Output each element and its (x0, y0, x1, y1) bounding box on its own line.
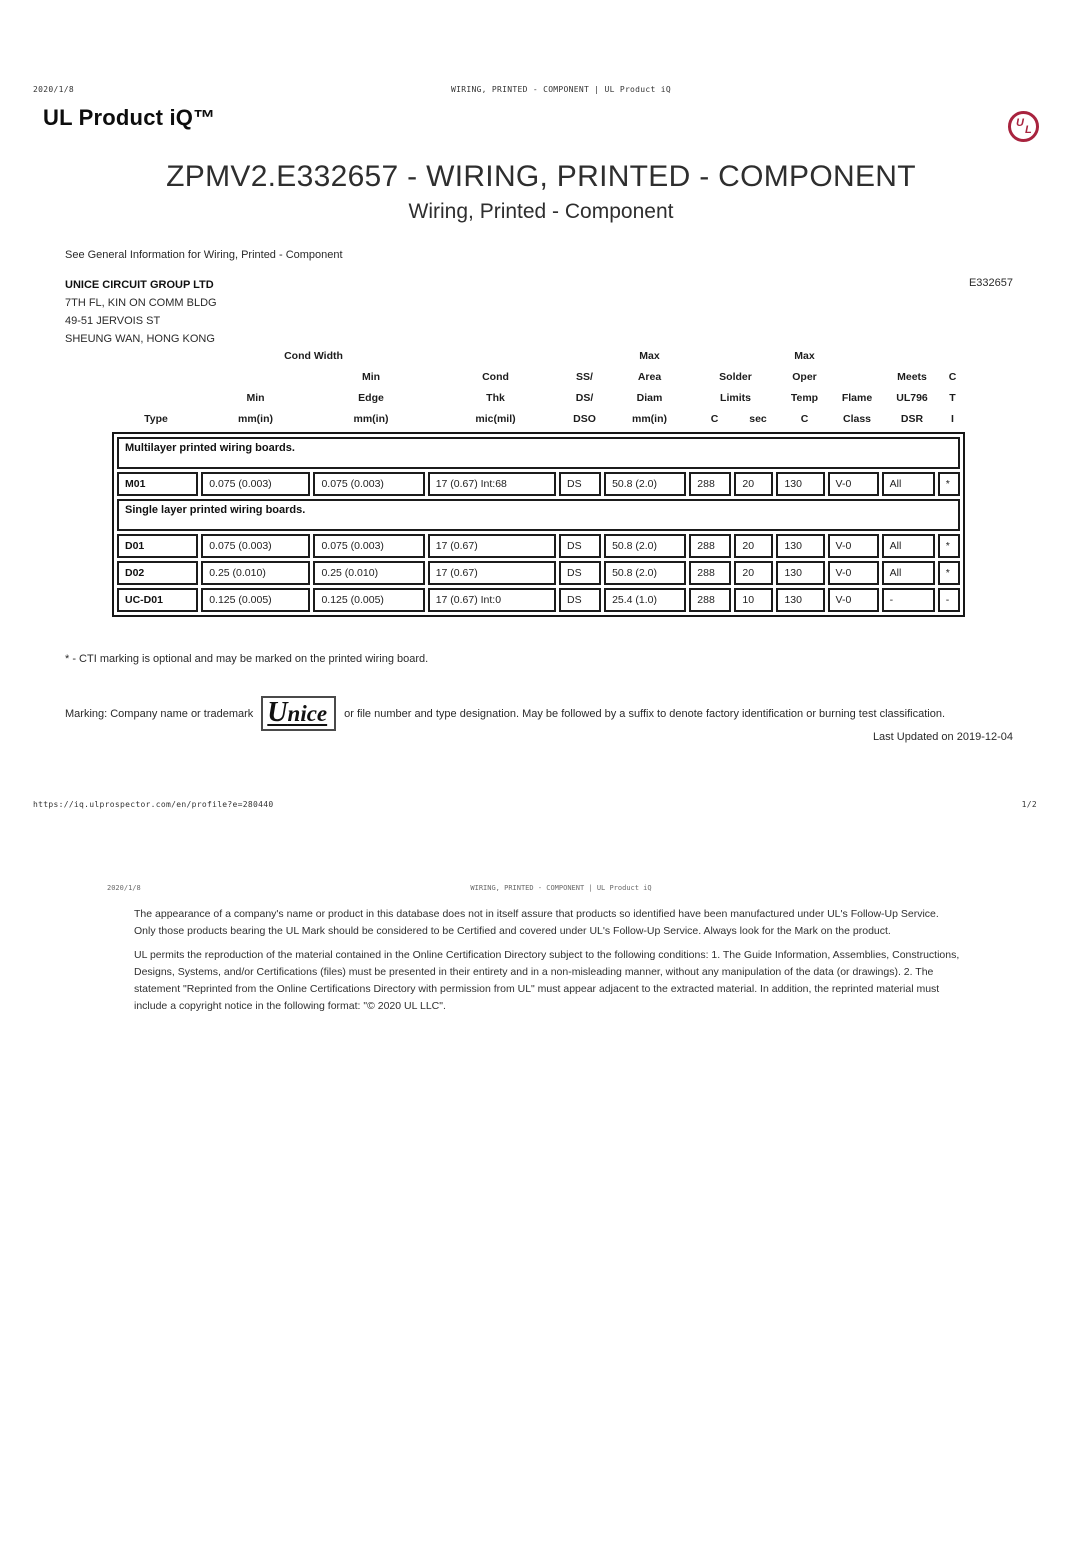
header-ds: DS/ (575, 392, 594, 404)
cell: 288 (689, 588, 731, 612)
cell: DS (559, 561, 601, 585)
page-title: ZPMV2.E332657 - WIRING, PRINTED - COMPONENT (166, 160, 916, 193)
cell: 130 (776, 588, 824, 612)
header-ul796: UL796 (896, 392, 928, 404)
cell: 50.8 (2.0) (604, 561, 686, 585)
header-c: C (710, 413, 719, 425)
header-thk: Thk (486, 392, 505, 404)
cell: All (882, 534, 935, 558)
header-mm-in: mm(in) (632, 413, 667, 425)
header-sec: sec (749, 413, 767, 425)
header-mic-mil: mic(mil) (475, 413, 516, 425)
header-min: Min (246, 392, 265, 404)
cell: 25.4 (1.0) (604, 588, 686, 612)
header-c: C (800, 413, 809, 425)
cell: All (882, 561, 935, 585)
header-max-area: Max (639, 350, 660, 362)
cell: 0.25 (0.010) (201, 561, 310, 585)
company-name: UNICE CIRCUIT GROUP LTD (65, 279, 214, 291)
last-updated: Last Updated on 2019-12-04 (872, 731, 1013, 743)
header-meets: Meets (897, 371, 927, 383)
general-information-link[interactable]: See General Information for Wiring, Printed - Component (65, 249, 343, 261)
cell: - (938, 588, 960, 612)
header-c: C (948, 371, 957, 383)
ul-mark-letter-u: U (1016, 117, 1024, 129)
header-area: Area (637, 371, 662, 383)
cell: 288 (689, 561, 731, 585)
cell-type: D01 (117, 534, 198, 558)
cell: V-0 (828, 472, 879, 496)
page2-print-header-date: 2020/1/8 (107, 884, 141, 892)
cell: V-0 (828, 561, 879, 585)
cell: * (938, 472, 960, 496)
cell: 17 (0.67) Int:0 (428, 588, 556, 612)
cell-type: D02 (117, 561, 198, 585)
spec-table (112, 432, 965, 617)
header-cond-width: Cond Width (284, 350, 343, 362)
page2-reproduction-paragraph: UL permits the reproduction of the material contained in the Online Certification Directory subject to the following conditions: 1. The Guide Information, Assemblies, Constructions, Designs, Systems, and/or Certifications (files) must be presented in their entirety and in a non-misleading manner, without any manipulation of the data (or drawings). 2. The statement "Reprinted from the Online Certifications Directory with permission from UL" must appear adjacent to the extracted material. In addition, the reprinted material must include a copyright notice in the following format: "© 2020 UL LLC". (134, 949, 960, 1012)
cell: V-0 (828, 588, 879, 612)
table-header-row (114, 388, 965, 409)
marking-prefix: Marking: Company name or trademark (65, 707, 254, 720)
cell: - (882, 588, 935, 612)
cti-footnote: * - CTI marking is optional and may be marked on the printed wiring board. (65, 653, 429, 665)
header-ss: SS/ (576, 371, 593, 383)
page-subtitle: Wiring, Printed - Component (408, 200, 674, 223)
ul-mark-letter-l: L (1025, 124, 1032, 136)
cell: 0.125 (0.005) (201, 588, 310, 612)
cell: * (938, 534, 960, 558)
table-row (117, 561, 960, 585)
page2-print-header-title: WIRING, PRINTED - COMPONENT | UL Product iQ (470, 884, 652, 892)
table-header-row (114, 346, 965, 367)
cell: 0.075 (0.003) (313, 472, 424, 496)
section-label: Multilayer printed wiring boards. (117, 437, 960, 469)
header-t: T (949, 392, 956, 404)
cell: 17 (0.67) Int:68 (428, 472, 556, 496)
marking-line (65, 696, 1025, 731)
header-oper: Oper (792, 371, 817, 383)
footer-url: https://iq.ulprospector.com/en/profile?e=280440 (33, 800, 274, 809)
cell: 0.25 (0.010) (313, 561, 424, 585)
cell: 50.8 (2.0) (604, 472, 686, 496)
cell: All (882, 472, 935, 496)
table-header-row (114, 367, 965, 388)
header-class: Class (842, 413, 872, 425)
section-label: Single layer printed wiring boards. (117, 499, 960, 531)
header-limits: Limits (720, 392, 751, 404)
cell: 130 (776, 534, 824, 558)
header-mm-in: mm(in) (238, 413, 273, 425)
header-diam: Diam (636, 392, 663, 404)
table-row (117, 472, 960, 496)
table-section-row (117, 499, 960, 531)
table-row (117, 534, 960, 558)
header-temp: Temp (790, 392, 819, 404)
cell: 288 (689, 534, 731, 558)
cell: 50.8 (2.0) (604, 534, 686, 558)
cell-type: UC-D01 (117, 588, 198, 612)
header-solder: Solder (719, 371, 752, 383)
header-edge: Edge (358, 392, 384, 404)
company-address-line: 49-51 JERVOIS ST (65, 315, 161, 327)
header-flame: Flame (841, 392, 873, 404)
header-max-oper: Max (794, 350, 815, 362)
footer-page-number: 1/2 (1021, 800, 1037, 809)
company-block (65, 276, 217, 348)
cell: 0.075 (0.003) (313, 534, 424, 558)
company-address-line: SHEUNG WAN, HONG KONG (65, 333, 215, 345)
table-section-row (117, 437, 960, 469)
table-header-row (114, 409, 965, 430)
cell: DS (559, 588, 601, 612)
cell: 20 (734, 472, 773, 496)
print-header-date: 2020/1/8 (33, 85, 74, 94)
cell: 10 (734, 588, 773, 612)
cell: 0.075 (0.003) (201, 472, 310, 496)
header-dsr: DSR (900, 413, 924, 425)
cell-type: M01 (117, 472, 198, 496)
cell: 20 (734, 534, 773, 558)
cell: 20 (734, 561, 773, 585)
marking-suffix: or file number and type designation. May be followed by a suffix to denote factory identification or burning test classification. (344, 707, 945, 720)
unice-trademark-logo: Unice (261, 696, 336, 731)
header-mm-in: mm(in) (353, 413, 389, 425)
cell: 130 (776, 472, 824, 496)
table-row (117, 588, 960, 612)
header-min: Min (361, 371, 381, 383)
cell: 130 (776, 561, 824, 585)
ul-mark-icon (1008, 111, 1039, 142)
cell: * (938, 561, 960, 585)
header-cond: Cond (482, 371, 509, 383)
cell: V-0 (828, 534, 879, 558)
header-type: Type (144, 413, 168, 425)
cell: 17 (0.67) (428, 561, 556, 585)
page2-disclaimer-paragraph: The appearance of a company's name or product in this database does not in itself assure that products so identified have been manufactured under UL's Follow-Up Service. Only those products bearing the UL Mark should be considered to be Certified and covered under UL's Follow-Up Service. Always look for the Mark on the product. (134, 908, 939, 937)
print-header-title: WIRING, PRINTED - COMPONENT | UL Product iQ (450, 85, 671, 94)
header-i: I (951, 413, 954, 425)
ul-product-iq-logo: UL Product iQ™ (43, 105, 216, 130)
table-header (114, 346, 965, 430)
cell: 288 (689, 472, 731, 496)
company-address-line: 7TH FL, KIN ON COMM BLDG (65, 297, 217, 309)
cell: 0.075 (0.003) (201, 534, 310, 558)
cell: DS (559, 472, 601, 496)
cell: 0.125 (0.005) (313, 588, 424, 612)
file-number: E332657 (968, 277, 1013, 289)
cell: 17 (0.67) (428, 534, 556, 558)
header-dso: DSO (573, 413, 596, 425)
cell: DS (559, 534, 601, 558)
